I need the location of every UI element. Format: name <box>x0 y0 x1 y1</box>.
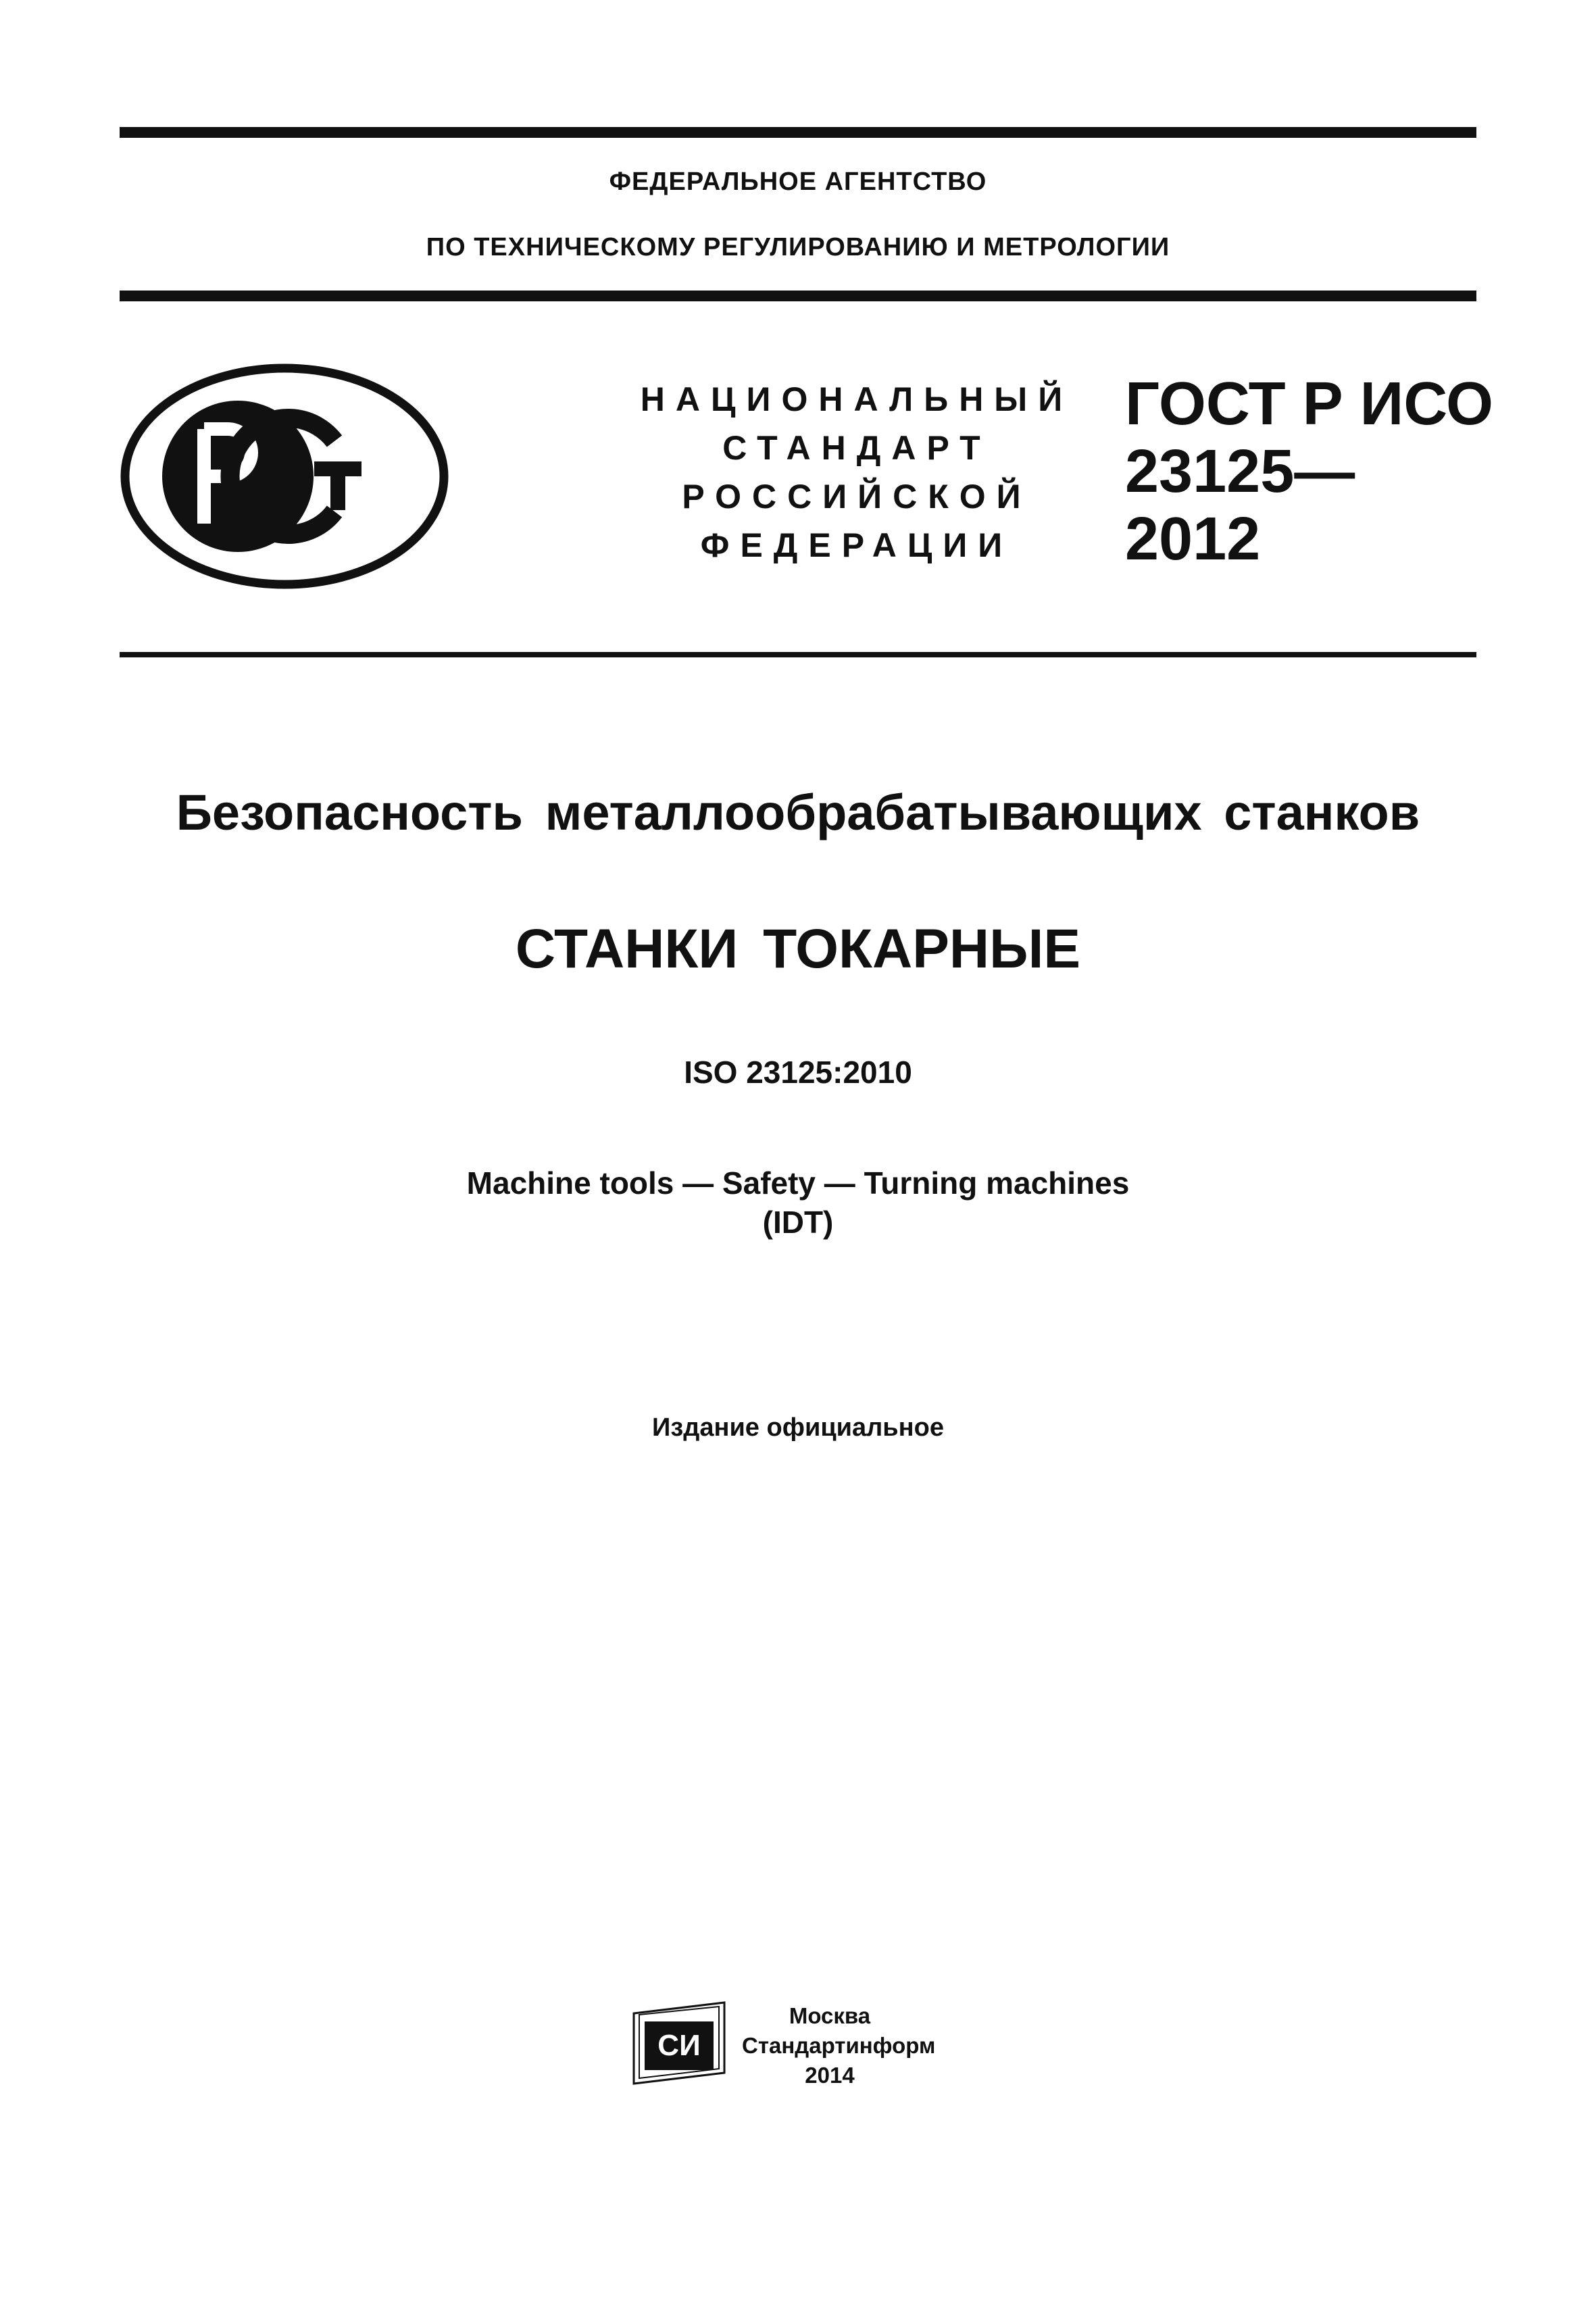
identity-marker: (IDT) <box>762 1205 834 1240</box>
rst-certification-mark-icon <box>120 361 449 591</box>
standartinform-logo-icon <box>628 1998 730 2086</box>
national-standard-line-2: СТАНДАРТ <box>722 429 991 467</box>
national-standard-line-4: ФЕДЕРАЦИИ <box>700 526 1014 564</box>
publisher-city: Москва <box>789 2003 871 2028</box>
standard-number-line-2: 23125— <box>1125 438 1355 505</box>
document-subtitle: СТАНКИ ТОКАРНЫЕ <box>515 918 1081 980</box>
national-standard-label <box>514 375 1189 570</box>
iso-title: Machine tools — Safety — Turning machines <box>466 1165 1130 1201</box>
masthead-bottom-rule <box>120 652 1476 657</box>
national-standard-line-3: РОССИЙСКОЙ <box>682 478 1032 515</box>
document-title: Безопасность металлообрабатывающих станков <box>176 784 1420 840</box>
publisher-logo-text: СИ <box>657 2029 701 2062</box>
national-standard-line-1: НАЦИОНАЛЬНЫЙ <box>640 380 1074 418</box>
top-rule <box>120 127 1476 138</box>
standard-number <box>1125 370 1503 573</box>
iso-code: ISO 23125:2010 <box>684 1055 912 1090</box>
publisher-info <box>742 2001 936 2090</box>
standard-number-line-1: ГОСТ Р ИСО <box>1125 370 1494 438</box>
publisher-year: 2014 <box>805 2063 855 2088</box>
agency-line-1: ФЕДЕРАЛЬНОЕ АГЕНТСТВО <box>609 168 987 196</box>
edition-label: Издание официальное <box>652 1413 944 1442</box>
standard-number-line-3: 2012 <box>1125 505 1261 573</box>
agency-line-2: ПО ТЕХНИЧЕСКОМУ РЕГУЛИРОВАНИЮ И МЕТРОЛОГИИ <box>426 233 1170 261</box>
publisher-name: Стандартинформ <box>742 2033 936 2058</box>
iso-title-block <box>120 1163 1476 1242</box>
agency-bottom-rule <box>120 291 1476 301</box>
